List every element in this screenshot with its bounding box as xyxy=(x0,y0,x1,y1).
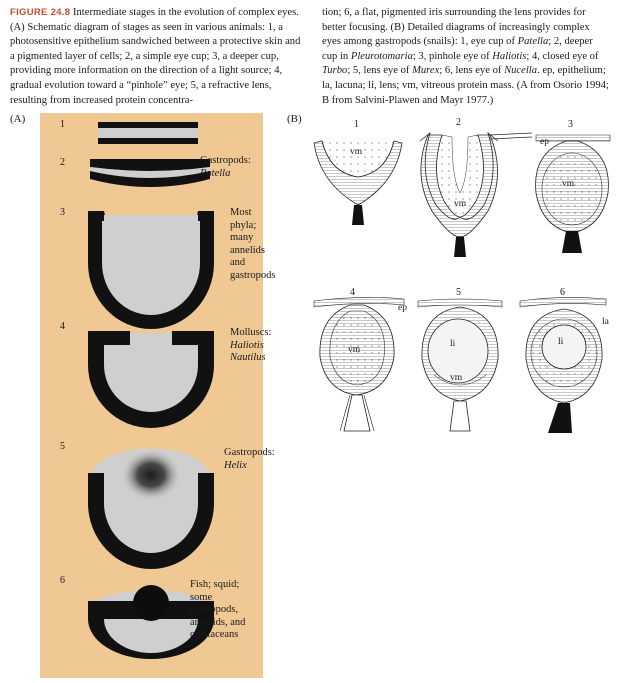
caption-species-name: Murex xyxy=(412,65,440,77)
b-number-2: 2 xyxy=(456,117,461,128)
note-line: Fish; squid; xyxy=(190,579,240,590)
b-number-5: 5 xyxy=(456,287,461,298)
note-line: many xyxy=(230,232,254,244)
note-line: Gastropods: xyxy=(200,155,251,166)
b2-label-ep: ep xyxy=(540,137,549,147)
b2-pleurotomaria-deep-cup xyxy=(420,133,532,257)
note-line: Gastropods: xyxy=(224,447,275,458)
caption-text-run: ; 3, pinhole eye of xyxy=(412,50,493,62)
stage-number-4: 4 xyxy=(60,321,65,332)
note-species: Helix xyxy=(224,459,247,471)
stage-1-flat-epithelium xyxy=(98,122,198,144)
stage-5-refractive-lens xyxy=(88,448,214,569)
note-line: annelids, and xyxy=(190,616,246,628)
caption-species-name: Turbo xyxy=(322,65,348,77)
caption-left-text: Intermediate stages in the evolution of complex eyes. (A) Schematic diagram of stages as seen in various animals: 1, a photosensitive epithelium sandwiched between a protective skin and a pigmented layer of cells; 2, a simple eye cup; 3, a deeper cup, providing more information on the direction of a light source; 4, gradual evolution toward a “pinhole” eye; 5, a refractive lens, resulting from increased protein concentra- xyxy=(10,7,301,106)
b5-label-li: li xyxy=(450,339,456,349)
stage-4-pinhole-eye xyxy=(88,331,214,428)
note-line: Molluscs: xyxy=(230,327,272,338)
caption-text-run: . ep, epithelium; la, lacuna; li, lens; vm, vitreous protein mass. (A from Osorio 1994; B from Salvini-Plawen and Mayr 1977.) xyxy=(322,65,609,106)
panel-a-schematic xyxy=(40,113,276,678)
caption-species-name: Pleurotomaria xyxy=(350,50,413,62)
b6-label-la: la xyxy=(602,317,609,327)
stage-number-1: 1 xyxy=(60,119,65,130)
note-line: some xyxy=(190,591,213,603)
stage-3-note xyxy=(230,207,276,283)
stage-4-note xyxy=(230,327,271,365)
note-species: Nautilus xyxy=(230,352,266,364)
b2-label-vm: vm xyxy=(454,199,467,209)
figure-label: FIGURE 24.8 xyxy=(10,7,71,18)
caption-text-run: ; 5, lens eye of xyxy=(347,65,413,77)
caption-species-name: Haliotis xyxy=(492,50,527,62)
b3-label-vm: vm xyxy=(562,179,575,189)
b-number-4: 4 xyxy=(350,287,355,298)
stage-2-note xyxy=(200,155,251,180)
note-line: and xyxy=(230,257,246,269)
caption-text-run: tion; 6, a flat, pigmented iris surrounding the lens provides for better focusing. (B) Detailed diagrams of increasingly complex eyes among gastropods (snails): 1, eye cup of xyxy=(322,7,590,48)
panel-b-gastropod-eyes xyxy=(300,113,615,443)
b4-label-vm: vm xyxy=(348,345,361,355)
b6-nucella-lens-eye xyxy=(520,297,606,433)
stage-6-note xyxy=(190,579,245,642)
stage-number-2: 2 xyxy=(60,157,65,168)
b-number-1: 1 xyxy=(354,119,359,130)
stage-number-3: 3 xyxy=(60,207,65,218)
b4-turbo-closed-eye xyxy=(314,297,404,431)
panel-b-drawing xyxy=(300,113,615,443)
caption-text-run: ; 2, deeper cup in xyxy=(322,36,593,62)
panel-b-label: (B) xyxy=(287,113,302,125)
b5-murex-lens-eye xyxy=(418,299,502,431)
b-number-3: 3 xyxy=(568,119,573,130)
b4-label-ep: ep xyxy=(398,303,407,313)
b3-haliotis-pinhole-eye xyxy=(536,135,610,253)
stage-2-eye-cup xyxy=(90,159,210,187)
caption-right xyxy=(322,6,610,108)
note-line: annelids xyxy=(230,244,265,256)
note-line: crustaceans xyxy=(190,629,239,641)
caption-text-run: ; 6, lens eye of xyxy=(439,65,505,77)
stage-number-5: 5 xyxy=(60,441,65,452)
note-species: Patella xyxy=(200,167,231,179)
note-line: gastropods xyxy=(230,269,276,281)
caption-text-run: ; 4, closed eye of xyxy=(526,50,599,62)
stage-5-note xyxy=(224,447,275,472)
note-line: gastropods, xyxy=(190,604,239,616)
stage-number-6: 6 xyxy=(60,575,65,586)
caption-left xyxy=(10,6,306,108)
stage-3-deep-cup xyxy=(88,211,214,329)
b6-label-li: li xyxy=(558,337,564,347)
note-line: Most phyla; xyxy=(230,207,257,231)
b1-label-vm: vm xyxy=(350,147,363,157)
caption-species-name: Patella xyxy=(517,36,549,48)
caption-species-name: Nucella xyxy=(504,65,538,77)
b-number-6: 6 xyxy=(560,287,565,298)
note-species: Haliotis xyxy=(230,339,264,351)
b5-label-vm: vm xyxy=(450,373,463,383)
panel-a-label: (A) xyxy=(10,113,26,125)
